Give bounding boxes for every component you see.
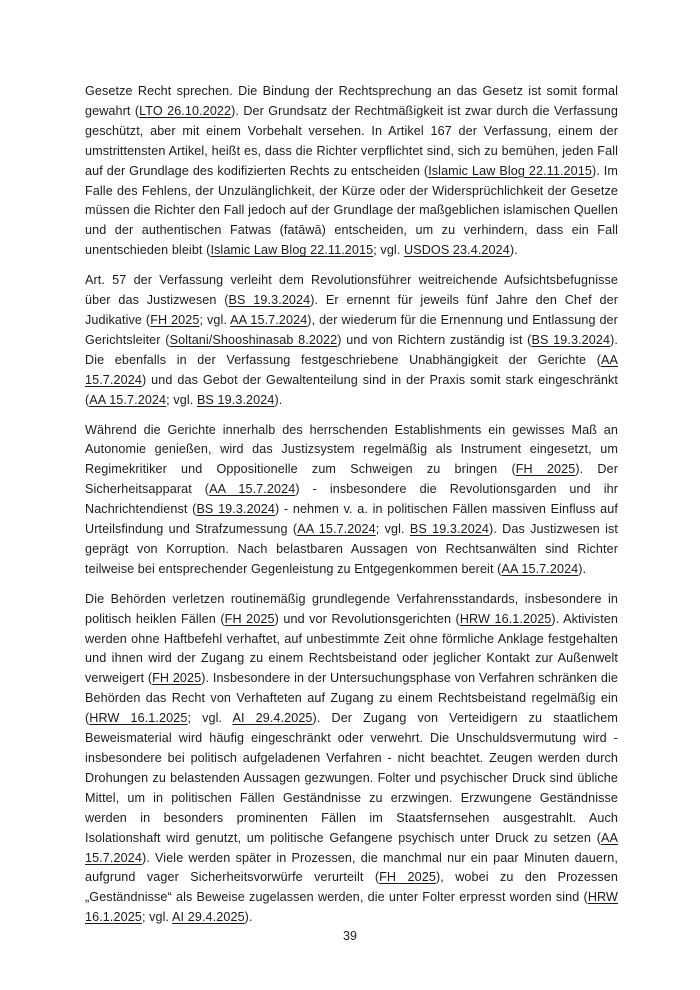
body-text	[85, 82, 618, 938]
text-segment: ; vgl.	[166, 392, 197, 407]
citation-link[interactable]: BS 19.3.2024	[409, 522, 490, 537]
citation-link[interactable]: FH 2025	[224, 611, 275, 626]
citation-link[interactable]: HRW 16.1.2025	[89, 711, 188, 726]
citation-link[interactable]: AA 15.7.2024	[85, 352, 618, 387]
citation-link[interactable]: AA 15.7.2024	[501, 561, 579, 576]
text-segment: Die Behörden verletzen routinemäßig grundlegende Verfahrensstandards, insbesondere in politisch heiklen Fällen (	[85, 591, 618, 626]
citation-link[interactable]: HRW 16.1.2025	[459, 611, 552, 626]
citation-link[interactable]: Soltani/Shooshinasab 8.2022	[169, 332, 338, 347]
text-segment: ). Der Zugang von Verteidigern zu staatlichem Beweismaterial wird häufig eingeschränkt oder verwehrt. Die Unschuldsvermutung wird - insbesondere bei politisch aufgeladenen Verfahren - nicht beachtet. Zeugen werden durch Drohungen zu belastenden Aussagen gezwungen. Folter und psychischer Druck sind übliche Mittel, um in politischen Fällen Geständnisse zu erzwingen. Erzwungene Geständnisse werden in besonders prominenten Fällen im Staatsfernsehen ausgestrahlt. Auch Isolationshaft wird genutzt, um politische Gefangene psychisch unter Druck zu setzen (	[85, 711, 618, 845]
text-segment: ), wobei zu den Prozessen „Geständnisse“ als Beweise zugelassen werden, die unter Folter erpresst worden sind (	[85, 870, 618, 905]
citation-link[interactable]: FH 2025	[152, 671, 202, 686]
text-segment: ). Insbesondere in der Untersuchungsphase von Verfahren schränken die Behörden das Recht von Verhafteten auf Zugang zu einem Rechtsbeistand regelmäßig ein (	[85, 671, 618, 726]
citation-link[interactable]: BS 19.3.2024	[531, 332, 611, 347]
citation-link[interactable]: Islamic Law Blog 22.11.2015	[428, 163, 592, 178]
paragraph-3	[85, 421, 618, 580]
text-segment: Art. 57 der Verfassung verleiht dem Revolutionsführer weitreichende Aufsichtsbefugnisse über das Justizwesen (	[85, 273, 618, 308]
text-segment: Während die Gerichte innerhalb des herrschenden Establishments ein gewisses Maß an Autonomie genießen, wird das Justizsystem regelmäßig als Instrument eingesetzt, um Regimekritiker und Oppositionelle zum Schweigen zu bringen (	[85, 422, 618, 477]
citation-link[interactable]: AI 29.4.2025	[232, 711, 313, 726]
text-segment: ). Im Falle des Fehlens, der Unzulänglichkeit, der Kürze oder der Widersprüchlichkeit der Gesetze müssen die Richter den Fall jedoch auf der Grundlage der maßgeblichen islamischen Quellen und der authentischen Fatwas (fatāwā) entscheiden, um zu verhindern, dass ein Fall unentschieden bleibt (	[85, 163, 618, 258]
paragraph-4	[85, 590, 618, 928]
paragraph-1	[85, 82, 618, 261]
text-segment: ). Viele werden später in Prozessen, die manchmal nur ein paar Minuten dauern, aufgrund vager Sicherheitsvorwürfe verurteilt (	[85, 850, 618, 885]
citation-link[interactable]: BS 19.3.2024	[196, 392, 275, 407]
citation-link[interactable]: AA 15.7.2024	[85, 830, 618, 865]
text-segment: ; vgl.	[373, 243, 405, 258]
citation-link[interactable]: AA 15.7.2024	[209, 482, 296, 497]
text-segment: ; vgl.	[187, 711, 233, 726]
text-segment: ).	[244, 910, 253, 925]
text-segment: ) und vor Revolutionsgerichten (	[274, 611, 460, 626]
text-segment: ). Das Justizwesen ist geprägt von Korruption. Nach belastbaren Aussagen von Rechtsanwälten sind Richter teilweise bei entsprechender Gegenleistung zu Entgegenkommen bereit (	[85, 522, 618, 576]
text-segment: ) - insbesondere die Revolutionsgarden und ihr Nachrichtendienst (	[85, 482, 618, 517]
text-segment: Gesetze Recht sprechen. Die Bindung der Rechtsprechung an das Gesetz ist somit formal gewahrt (	[85, 84, 618, 118]
text-segment: ; vgl.	[141, 910, 173, 925]
paragraph-2	[85, 271, 618, 410]
text-segment: ) und von Richtern zuständig ist (	[337, 332, 532, 347]
citation-link[interactable]: FH 2025	[379, 870, 436, 885]
text-segment: ; vgl.	[375, 522, 410, 537]
text-segment: ). Der Sicherheitsapparat (	[85, 462, 619, 497]
citation-link[interactable]: LTO 26.10.2022	[139, 103, 232, 118]
text-segment: ) - nehmen v. a. in politischen Fällen massiven Einfluss auf Urteilsfindung und Strafzumessung (	[85, 502, 618, 537]
citation-link[interactable]: BS 19.3.2024	[228, 293, 311, 308]
text-segment: ).	[509, 243, 518, 258]
page-number: 39	[343, 929, 357, 943]
citation-link[interactable]: AA 15.7.2024	[230, 312, 308, 327]
citation-link[interactable]: AA 15.7.2024	[89, 392, 167, 407]
citation-link[interactable]: FH 2025	[150, 312, 200, 327]
citation-link[interactable]: Islamic Law Blog 22.11.2015	[210, 243, 374, 258]
text-segment: ). Der Grundsatz der Rechtmäßigkeit ist zwar durch die Verfassung geschützt, aber mit einem Vorbehalt versehen. In Artikel 167 der Verfassung, einem der umstrittensten Artikel, heißt es, dass die Richter verpflichtet sind, sich zu bemühen, jeden Fall auf der Grundlage des kodifizierten Rechts zu entscheiden (	[85, 103, 619, 178]
text-segment: ), der wiederum für die Ernennung und Entlassung der Gerichtsleiter (	[85, 312, 618, 347]
citation-link[interactable]: BS 19.3.2024	[196, 502, 275, 517]
citation-link[interactable]: FH 2025	[515, 462, 576, 477]
citation-link[interactable]: USDOS 23.4.2024	[404, 243, 510, 258]
citation-link[interactable]: HRW 16.1.2025	[85, 890, 618, 925]
citation-link[interactable]: AA 15.7.2024	[297, 522, 376, 537]
text-segment: ). Aktivisten werden ohne Haftbefehl verhaftet, auf unbestimmte Zeit ohne förmliche Anklage festgehalten und ihnen wird der Zugang zu einem Rechtsbeistand oder jeglicher Kontakt zur Außenwelt verweigert (	[85, 611, 618, 686]
text-segment: ).	[274, 392, 283, 407]
text-segment: ; vgl.	[199, 312, 231, 327]
text-segment: ). Er ernennt für jeweils fünf Jahre den Chef der Judikative (	[85, 293, 618, 327]
text-segment: ). Die ebenfalls in der Verfassung festgeschriebene Unabhängigkeit der Gerichte (	[85, 332, 618, 367]
citation-link[interactable]: AI 29.4.2025	[172, 910, 245, 925]
text-segment: ).	[578, 561, 587, 576]
text-segment: ) und das Gebot der Gewaltenteilung sind in der Praxis somit stark eingeschränkt (	[85, 372, 618, 407]
